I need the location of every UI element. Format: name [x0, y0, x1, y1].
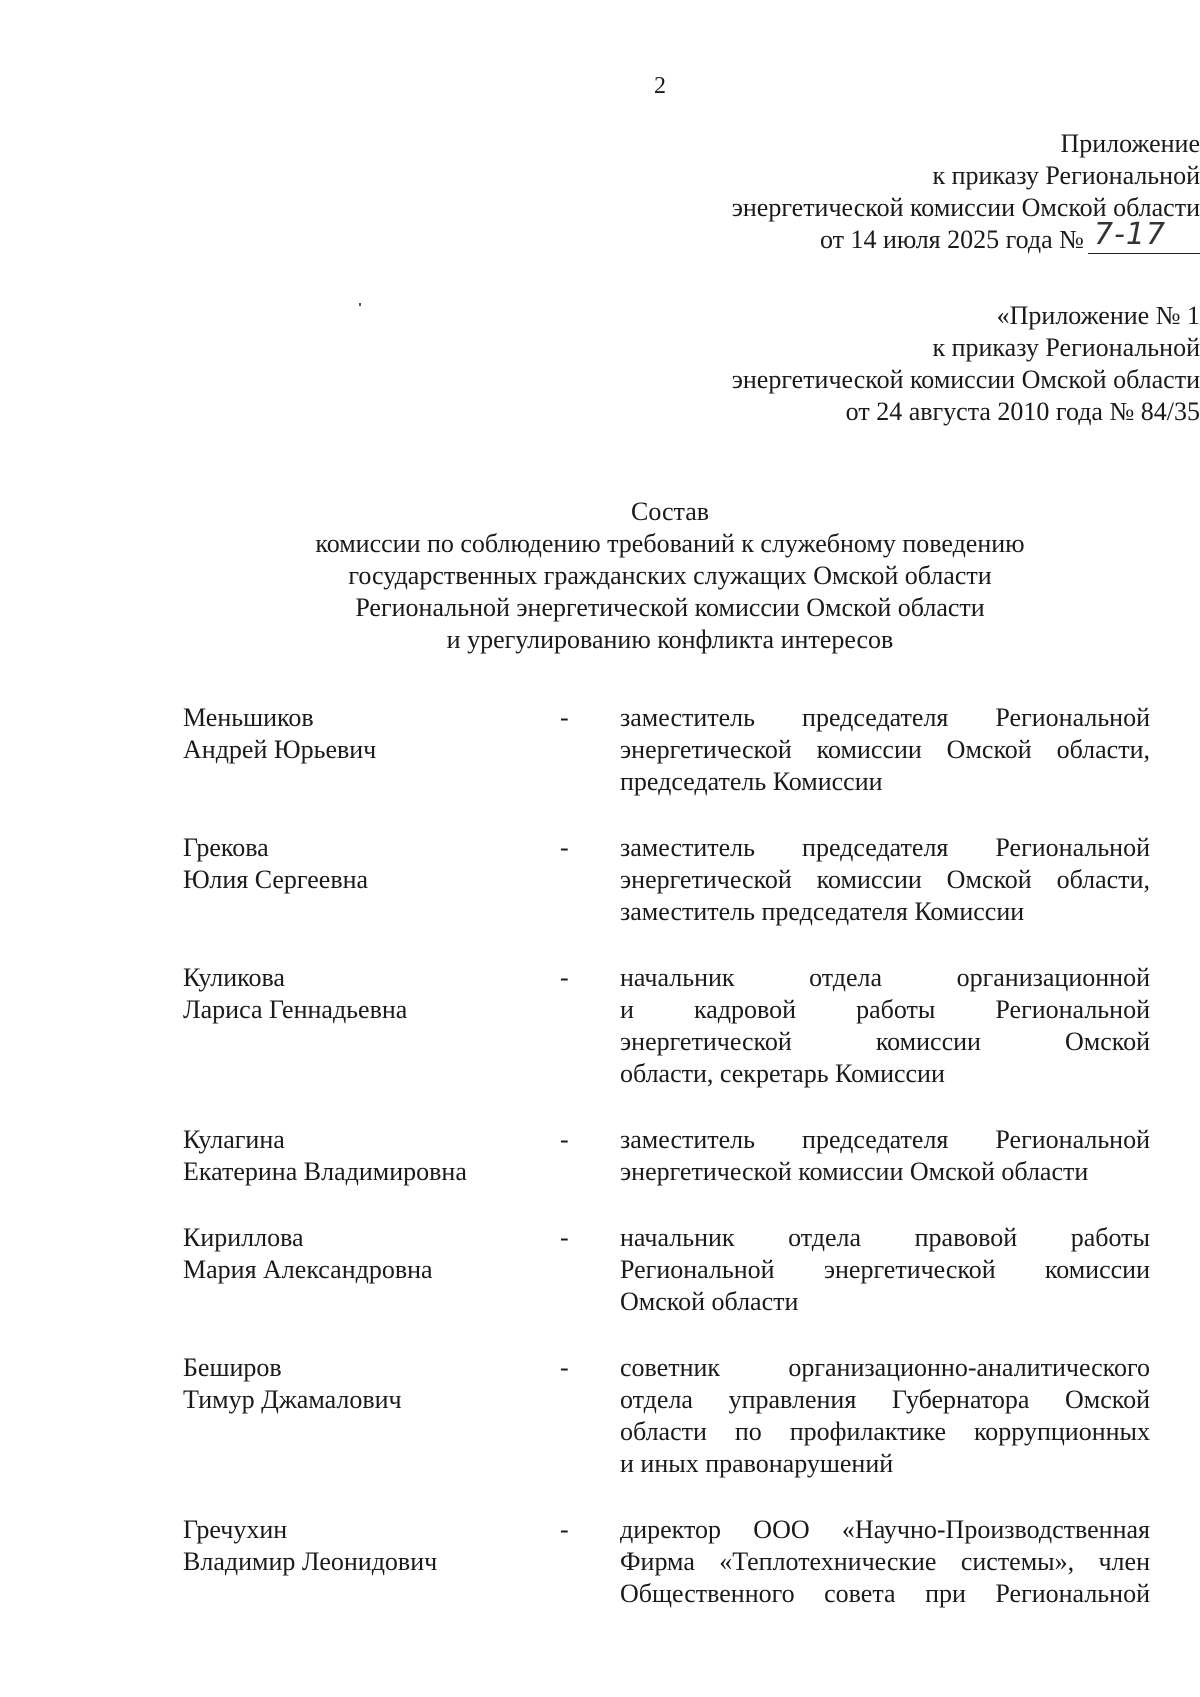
member-role	[620, 702, 1150, 798]
member-name	[183, 962, 503, 1026]
member-surname: Кириллова	[183, 1223, 304, 1252]
page-number: 2	[654, 73, 666, 99]
role-line: председатель Комиссии	[620, 767, 883, 796]
role-line: начальник отдела правовой работы	[620, 1223, 1150, 1252]
member-role	[620, 1514, 1150, 1610]
member-role	[620, 962, 1150, 1090]
role-line: и иных правонарушений	[620, 1449, 894, 1478]
member-surname: Меньшиков	[183, 703, 314, 732]
appendix-line: к приказу Региональной	[932, 333, 1200, 362]
member-surname: Беширов	[183, 1353, 282, 1382]
member-surname: Кулагина	[183, 1125, 285, 1154]
member-dash: -	[560, 1223, 569, 1252]
member-role	[620, 1222, 1150, 1318]
member-surname: Гречухин	[183, 1515, 288, 1544]
role-line: энергетической комиссии Омской области,	[620, 735, 1150, 764]
role-line: Общественного совета при Региональной	[620, 1579, 1150, 1608]
appendix-date-line	[60, 217, 1200, 256]
member-role	[620, 1352, 1150, 1480]
member-dash: -	[560, 703, 569, 732]
role-line: отдела управления Губернатора Омской	[620, 1385, 1150, 1414]
order-number-field	[1088, 217, 1200, 254]
title-line: государственных гражданских служащих Омской области	[348, 561, 992, 590]
role-line: заместитель председателя Региональной	[620, 833, 1150, 862]
appendix-line: энергетической комиссии Омской области	[731, 365, 1200, 394]
member-dash: -	[560, 1353, 569, 1382]
member-name	[183, 832, 503, 896]
member-given-names: Лариса Геннадьевна	[183, 995, 408, 1024]
member-role	[620, 1124, 1150, 1188]
appendix-line: «Приложение № 1	[996, 301, 1200, 330]
order-number-handwritten: 7-17	[1094, 217, 1167, 252]
member-given-names: Екатерина Владимировна	[183, 1157, 467, 1186]
appendix-line: Приложение	[1060, 129, 1200, 158]
member-name	[183, 702, 503, 766]
role-line: области по профилактике коррупционных	[620, 1417, 1150, 1446]
member-name	[183, 1514, 503, 1578]
role-line: начальник отдела организационной	[620, 963, 1150, 992]
member-given-names: Андрей Юрьевич	[183, 735, 377, 764]
appendix-line: от 24 августа 2010 года № 84/35	[845, 397, 1200, 426]
role-line: энергетической комиссии Омской области	[620, 1157, 1089, 1186]
title-line: и урегулированию конфликта интересов	[446, 625, 894, 654]
appendix-header-original	[52, 300, 1200, 428]
document-title	[0, 496, 1200, 656]
member-name	[183, 1124, 503, 1188]
appendix-line: энергетической комиссии Омской области	[731, 193, 1200, 222]
member-name	[183, 1352, 503, 1416]
member-dash: -	[560, 833, 569, 862]
member-given-names: Юлия Сергеевна	[183, 865, 369, 894]
member-surname: Куликова	[183, 963, 285, 992]
member-role	[620, 832, 1150, 928]
role-line: и кадровой работы Региональной	[620, 995, 1150, 1024]
member-dash: -	[560, 963, 569, 992]
member-given-names: Владимир Леонидович	[183, 1547, 438, 1576]
title-line: Региональной энергетической комиссии Омской области	[355, 593, 985, 622]
title-line: комиссии по соблюдению требований к служебному поведению	[315, 529, 1025, 558]
role-line: заместитель председателя Комиссии	[620, 897, 1025, 926]
member-given-names: Мария Александровна	[183, 1255, 433, 1284]
role-line: Фирма «Теплотехнические системы», член	[620, 1547, 1150, 1576]
appendix-header-current	[60, 128, 1200, 256]
role-line: области, секретарь Комиссии	[620, 1059, 945, 1088]
role-line: заместитель председателя Региональной	[620, 1125, 1150, 1154]
appendix-date: от 14 июля 2025 года №	[820, 225, 1084, 254]
role-line: энергетической комиссии Омской области,	[620, 865, 1150, 894]
role-line: советник организационно-аналитического	[620, 1353, 1150, 1382]
member-dash: -	[560, 1125, 569, 1154]
title-line: Состав	[630, 497, 710, 526]
role-line: заместитель председателя Региональной	[620, 703, 1150, 732]
role-line: Региональной энергетической комиссии	[620, 1255, 1150, 1284]
member-surname: Грекова	[183, 833, 269, 862]
role-line: Омской области	[620, 1287, 799, 1316]
role-line: директор ООО «Научно-Производственная	[620, 1515, 1150, 1544]
role-line: энергетической комиссии Омской	[620, 1027, 1150, 1056]
member-name	[183, 1222, 503, 1286]
member-given-names: Тимур Джамалович	[183, 1385, 402, 1414]
appendix-line: к приказу Региональной	[932, 161, 1200, 190]
member-dash: -	[560, 1515, 569, 1544]
